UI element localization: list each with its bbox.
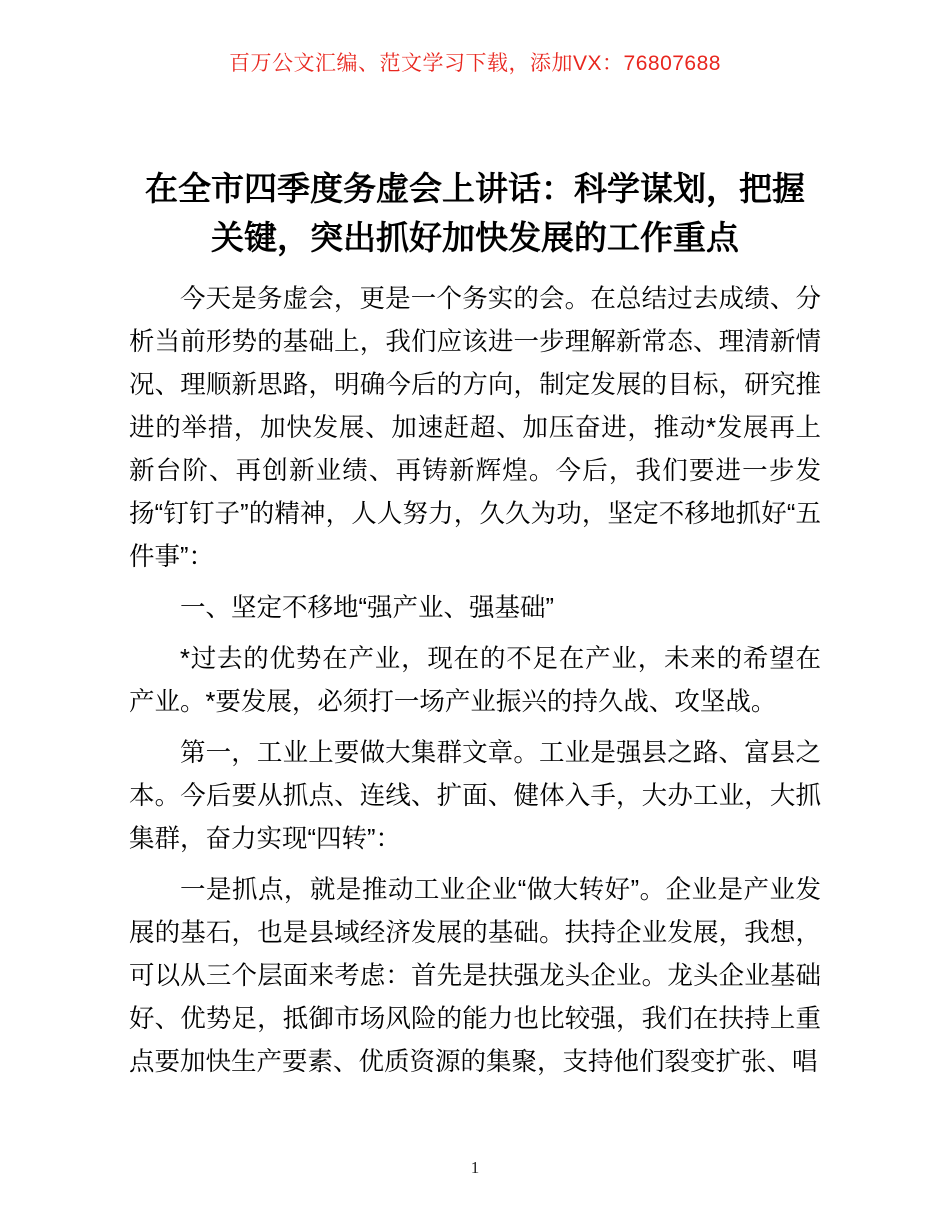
document-body [129, 278, 821, 1084]
paragraph-grab-points: 一是抓点，就是推动工业企业“做大转好”。企业是产业发展的基石，也是县域经济发展的基础。扶持企业发展，我想，可以从三个层面来考虑：首先是扶强龙头企业。龙头企业基础好、优势足，抵御市场风险的能力也比较强，我们在扶持上重点要加快生产要素、优质资源的集聚，支持他们裂变扩张、唱 [129, 876, 821, 1076]
paragraph-first-point: 第一，工业上要做大集群文章。工业是强县之路、富县之本。今后要从抓点、连线、扩面、健体入手，大办工业，大抓集群，奋力实现“四转”： [129, 739, 821, 853]
section-heading-1: 一、坚定不移地“强产业、强基础” [180, 594, 554, 622]
page-number: 1 [470, 1158, 480, 1177]
paragraph-industry-overview: *过去的优势在产业，现在的不足在产业，未来的希望在产业。*要发展，必须打一场产业振兴的持久战、攻坚战。 [129, 645, 821, 716]
document-title-line-1: 在全市四季度务虚会上讲话：科学谋划，把握 [145, 170, 805, 207]
promo-header-notice: 百万公文汇编、范文学习下载，添加VX：76807688 [229, 52, 721, 75]
paragraph-intro: 今天是务虚会，更是一个务实的会。在总结过去成绩、分析当前形势的基础上，我们应该进一步理解新常态、理清新情况、理顺新思路，明确今后的方向，制定发展的目标，研究推进的举措，加快发展、加速赶超、加压奋进，推动*发展再上新台阶、再创新业绩、再铸新辉煌。今后，我们要进一步发扬“钉钉子”的精神，人人努力，久久为功，坚定不移地抓好“五件事”： [129, 285, 821, 571]
document-title-line-2: 关键，突出抓好加快发展的工作重点 [211, 219, 739, 256]
document-title [85, 164, 865, 262]
